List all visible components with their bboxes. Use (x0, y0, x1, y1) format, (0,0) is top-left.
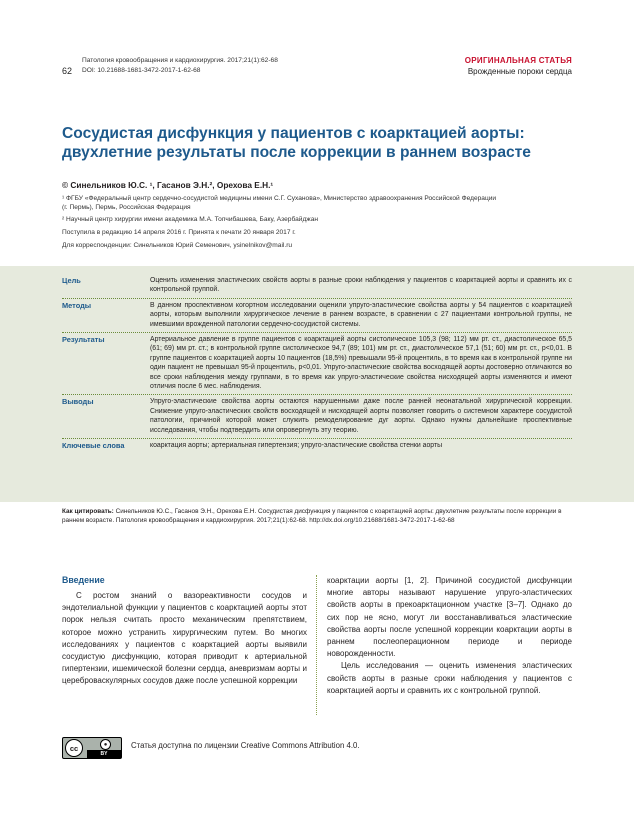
title-line-2: двухлетние результаты после коррекции в раннем возрасте (62, 144, 531, 161)
cc-icon: cc (65, 739, 83, 757)
abstract-row-conclusions (62, 395, 572, 439)
abstract-text: Артериальное давление в группе пациентов с коарктацией аорты систолическое 105,3 (98; 112) мм рт. ст., диастолическое 65,5 (61; 69) мм рт. ст.; в контрольной группе систолическое 94,7 (89; 101) мм рт. ст., диастолическое 57,1 (51; 60) мм рт. ст., p<0,01. В группе пациентов с коарктацией аорты 10 пациентов (18,5%) превышали 95-й процентиль, в то время как в контрольной группе ни один пациент не превышал 95-й процентиль, p<0,01. Упруго-эластические свойства восходящей аорты достоверно отличаются во все сроки наблюдения между группами, в то время как упруго-эластические свойства нисходящей аорты изменяются и имеют отличия после 6 мес. наблюдения. (150, 336, 572, 391)
abstract-text: Оценить изменения эластических свойств аорты в разные сроки наблюдения у пациентов с коарктацией аорты и сравнить их с контрольной группой. (150, 277, 572, 294)
abstract-text: коарктация аорты; артериальная гипертензия; упруго-эластические свойства стенки аорты (150, 442, 443, 450)
paragraph: коарктации аорты [1, 2]. Причиной сосудистой дисфункции многие авторы называют нарушение упруго-эластических свойств аорты в прекоарктационном участке [3–7]. Однако до сих пор не ясно, могут ли восстанавливаться эластические свойства аорты после успешной коррекции коарктации аорты в раннем послеоперационном периоде и периоде новорожденности. (327, 576, 572, 659)
page-number: 62 (62, 66, 73, 76)
affiliation-1 (62, 194, 582, 212)
article-title (62, 124, 582, 162)
person-icon: ● (100, 739, 111, 750)
abstract-label: Методы (62, 300, 92, 310)
cc-by-license-badge[interactable] (62, 737, 122, 759)
paragraph: Цель исследования — оценить изменения эластических свойств аорты в разные сроки наблюдения у пациентов с коарктацией аорты и сравнить их с контрольной группой. (327, 661, 572, 695)
abstract-label: Ключевые слова (62, 441, 125, 451)
affiliation-2: ² Научный центр хирургии имени академика М.А. Топчибашева, Баку, Азербайджан (62, 216, 319, 223)
running-header-left (62, 56, 278, 76)
paragraph: С ростом знаний о вазореактивности сосудов и эндотелиальной функции у пациентов с коарктацией аорты этот порок нельзя считать просто механическим препятствием, которое можно устранить хирургическим путем. Во многих исследованиях у пациентов с коарктацией аорты выявили сосудистую дисфункцию, которая приводит к артериальной гипертензии, ишемической болезни сердца, аневризмам аорты и цереброваскулярных сосудов даже после успешной коррекции (62, 591, 307, 686)
abstract-row-methods (62, 299, 572, 333)
received-dates: Поступила в редакцию 14 апреля 2016 г. Принята к печати 20 января 2017 г. (62, 229, 296, 236)
by-label: BY (87, 750, 121, 758)
abstract-text: Упруго-эластические свойства аорты остаются нарушенными даже после ранней неонатальной хирургической коррекции. Снижение упруго-эластических свойств восходящей и нисходящей аорты позволяет говорить о системном характере сосудистой патологии, причиной которой может служить ремоделирование дуг аорты. Однако нужны дальнейшие проспективные исследования, чтобы подтвердить или опровергнуть эту теорию. (150, 398, 572, 434)
abstract (62, 274, 572, 454)
authors: © Синельников Ю.С. ¹, Гасанов Э.Н.², Орехова Е.Н.¹ (62, 180, 274, 190)
abstract-row-goal (62, 274, 572, 299)
section-label: ОРИГИНАЛЬНАЯ СТАТЬЯ (464, 56, 572, 65)
abstract-row-keywords (62, 439, 572, 453)
column-divider (316, 575, 317, 715)
license-text: Статья доступна по лицензии Creative Commons Attribution 4.0. (131, 741, 360, 750)
intro-heading: Введение (62, 575, 105, 585)
affiliation-1-line-1: ¹ ФГБУ «Федеральный центр сердечно-сосудистой медицины имени С.Г. Суханова», Министерство здравоохранения Российской Федерации (62, 195, 497, 202)
subsection-label: Врожденные пороки сердца (467, 67, 572, 76)
doi-header: DOI: 10.21688-1681-3472-2017-1-62-68 (82, 67, 201, 74)
affiliation-1-line-2: (г. Пермь), Пермь, Российская Федерация (62, 204, 191, 212)
title-line-1: Сосудистая дисфункция у пациентов с коарктацией аорты: (62, 125, 525, 142)
cite-text: Синельников Ю.С., Гасанов Э.Н., Орехова Е.Н. Сосудистая дисфункция у пациентов с коарктацией аорты: двухлетние результаты после коррекции в раннем возрасте. Патология кровообращения и кардиохирургия. 2017;21(1):62-68. http://dx.doi.org/10.21688/1681-3472-2017-1-62-68 (62, 508, 562, 525)
abstract-label: Выводы (62, 397, 94, 407)
abstract-label: Цель (62, 276, 81, 285)
running-header-right (465, 55, 572, 77)
cite-label: Как цитировать: (62, 508, 114, 515)
abstract-text: В данном проспективном когортном исследовании оценили упруго-эластические свойства аорты у 54 пациентов с коарктацией аорты, которым выполнили хирургическое лечение в раннем возрасте, в сравнении с 27 пациентами контрольной группы, не имевшими врожденной патологии сердечно-сосудистой системы. (150, 301, 572, 328)
how-to-cite (62, 507, 572, 526)
abstract-row-results (62, 333, 572, 395)
body-column-right (327, 575, 572, 697)
abstract-label: Результаты (62, 335, 105, 345)
journal-reference: Патология кровообращения и кардиохирургия. 2017;21(1):62-68 (82, 57, 278, 64)
body-column-left (62, 590, 307, 688)
correspondence: Для корреспонденции: Синельников Юрий Семенович, ysinelnikov@mail.ru (62, 242, 293, 249)
